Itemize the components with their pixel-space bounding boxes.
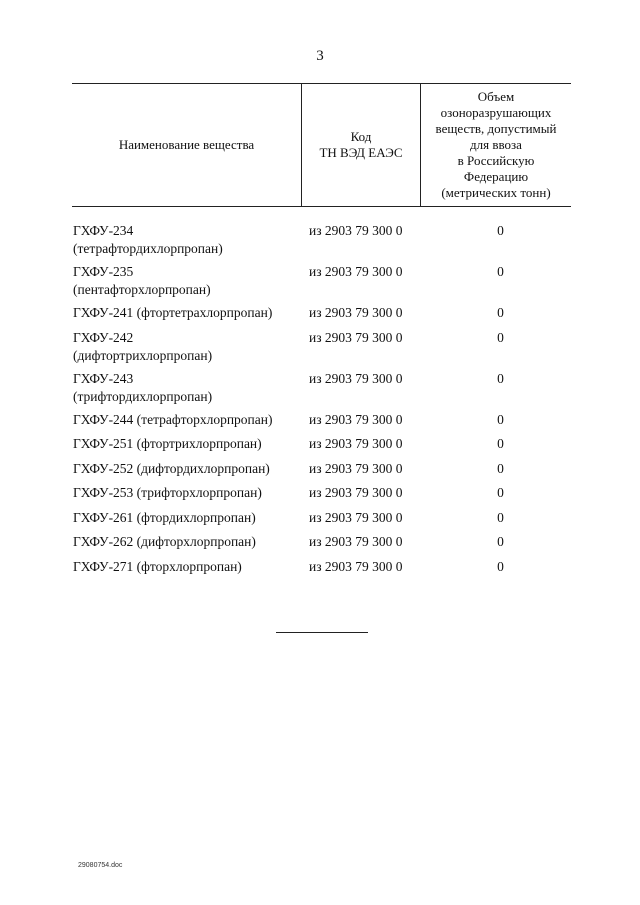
substance-name: ГХФУ-235 xyxy=(73,264,134,279)
volume-cell: 0 xyxy=(497,460,504,476)
table-row xyxy=(73,435,572,460)
substance-name: ГХФУ-261 (фтордихлорпропан) xyxy=(73,509,256,525)
table-body xyxy=(73,222,572,582)
volume-cell: 0 xyxy=(497,264,504,279)
table-row xyxy=(73,460,572,485)
code-cell: из 2903 79 300 0 xyxy=(309,264,403,279)
substance-name-formula: (трифтордихлорпропан) xyxy=(73,388,213,404)
header-volume-line: (метрических тонн) xyxy=(441,185,551,200)
volume-cell: 0 xyxy=(497,509,504,525)
table-row xyxy=(73,329,572,370)
header-code xyxy=(302,84,420,206)
table-header xyxy=(72,83,571,207)
header-volume-line: в Российскую xyxy=(457,153,535,168)
code-cell: из 2903 79 300 0 xyxy=(309,485,403,500)
substance-name-cell xyxy=(73,263,309,304)
header-code-line: Код xyxy=(350,129,372,144)
substance-name-formula: (тетрафтордихлорпропан) xyxy=(73,241,223,256)
substance-name-cell xyxy=(73,329,309,370)
header-volume-line: для ввоза xyxy=(470,137,522,152)
table-row xyxy=(73,222,572,263)
code-cell: из 2903 79 300 0 xyxy=(309,305,403,320)
substances-table xyxy=(72,83,571,207)
substance-name: ГХФУ-251 (фтортрихлорпропан) xyxy=(73,436,262,451)
volume-cell: 0 xyxy=(497,223,504,238)
code-cell: из 2903 79 300 0 xyxy=(309,370,403,386)
substance-name-cell xyxy=(73,222,309,263)
volume-cell: 0 xyxy=(497,411,504,427)
code-cell: из 2903 79 300 0 xyxy=(309,436,403,451)
code-cell: из 2903 79 300 0 xyxy=(309,558,403,574)
volume-cell: 0 xyxy=(497,534,504,549)
substance-name-formula: (дифтортрихлорпропан) xyxy=(73,347,213,363)
volume-cell: 0 xyxy=(497,329,504,345)
code-cell: из 2903 79 300 0 xyxy=(309,329,403,345)
header-code-line: ТН ВЭД ЕАЭС xyxy=(319,145,403,160)
code-cell: из 2903 79 300 0 xyxy=(309,223,403,238)
substance-name: ГХФУ-244 (тетрафторхлорпропан) xyxy=(73,411,273,427)
table-row xyxy=(73,509,572,534)
substance-name-cell xyxy=(73,370,309,411)
volume-cell: 0 xyxy=(497,558,504,574)
code-cell: из 2903 79 300 0 xyxy=(309,460,403,476)
table-row xyxy=(73,533,572,558)
table-row xyxy=(73,484,572,509)
table-row xyxy=(73,411,572,436)
substance-name: ГХФУ-262 (дифторхлорпропан) xyxy=(73,534,256,549)
substance-name: ГХФУ-271 (фторхлорпропан) xyxy=(73,558,242,574)
header-volume-line: озоноразрушающих xyxy=(440,105,552,120)
table-row xyxy=(73,370,572,411)
code-cell: из 2903 79 300 0 xyxy=(309,411,403,427)
table-row xyxy=(73,263,572,304)
substance-name: ГХФУ-252 (дифтордихлорпропан) xyxy=(73,460,270,476)
substance-name-formula: (пентафторхлорпропан) xyxy=(73,282,211,297)
substance-name: ГХФУ-243 xyxy=(73,370,134,386)
volume-cell: 0 xyxy=(497,436,504,451)
code-cell: из 2903 79 300 0 xyxy=(309,534,403,549)
substance-name: ГХФУ-241 (фтортетрахлорпропан) xyxy=(73,305,273,320)
header-volume xyxy=(421,84,571,206)
table-row xyxy=(73,558,572,583)
volume-cell: 0 xyxy=(497,305,504,320)
page-number: 3 xyxy=(316,48,324,64)
volume-cell: 0 xyxy=(497,370,504,386)
table-row xyxy=(73,304,572,329)
header-substance-name: Наименование вещества xyxy=(118,137,255,152)
end-of-table-rule xyxy=(276,632,368,633)
substance-name: ГХФУ-234 xyxy=(73,223,134,238)
footer-filename: 29080754.doc xyxy=(78,862,123,869)
volume-cell: 0 xyxy=(497,485,504,500)
substance-name: ГХФУ-242 xyxy=(73,329,134,345)
header-volume-line: Федерацию xyxy=(463,169,529,184)
header-volume-line: Объем xyxy=(477,89,515,104)
substance-name: ГХФУ-253 (трифторхлорпропан) xyxy=(73,485,262,500)
code-cell: из 2903 79 300 0 xyxy=(309,509,403,525)
header-volume-line: веществ, допустимый xyxy=(435,121,557,136)
